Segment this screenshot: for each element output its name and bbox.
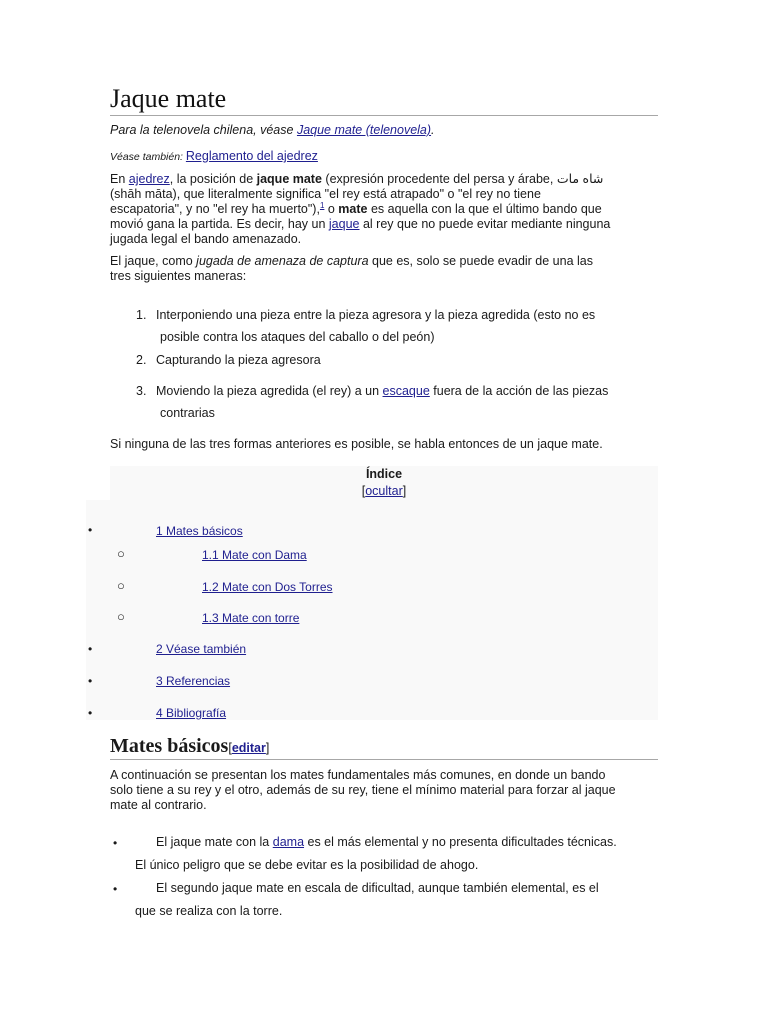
way-number: 2.	[136, 353, 147, 367]
section-heading	[110, 734, 658, 760]
dama-link[interactable]: dama	[272, 835, 305, 849]
torre-bullet-line-2: que se realiza con la torre.	[135, 904, 283, 918]
conclusion-paragraph: Si ninguna de las tres formas anteriores es posible, se habla entonces de un jaque mate.	[110, 437, 603, 451]
intro-line-4	[110, 217, 662, 232]
section-paragraph	[110, 768, 662, 813]
way-text: Moviendo la pieza agredida (el rey) a un	[156, 384, 383, 398]
toc-bracket: ]	[402, 484, 407, 498]
edit-bracket: ]	[265, 741, 270, 755]
jaque-italic: jugada de amenaza de captura	[196, 254, 369, 268]
dama-bullet-line-2: El único peligro que se debe evitar es la posibilidad de ahogo.	[135, 858, 479, 872]
way-text: Capturando la pieza agresora	[156, 353, 321, 367]
bullet-icon: •	[113, 836, 118, 850]
intro-paragraph	[110, 172, 662, 247]
mate-term: mate	[338, 202, 368, 216]
intro-text: escapatoria", y no "el rey ha muerto"),	[110, 202, 320, 216]
bullet-icon: •	[88, 706, 93, 720]
way-item-1	[136, 304, 595, 326]
way-item-2	[136, 349, 321, 371]
intro-text: es aquella con la que el último bando que	[367, 202, 602, 216]
escaque-link[interactable]: escaque	[382, 384, 430, 398]
bullet-text: El jaque mate con la	[156, 835, 273, 849]
see-also-note	[110, 148, 318, 165]
intro-text: al rey que no puede evitar mediante ninguna	[359, 217, 611, 231]
intro-text: En	[110, 172, 129, 186]
intro-line-2: (shāh māta), que literalmente significa "el rey está atrapado" o "el rey no tiene	[110, 187, 541, 201]
toc-title: Índice	[365, 467, 403, 481]
way-number: 1.	[136, 308, 147, 322]
intro-line-1	[110, 172, 662, 187]
reference-1-link[interactable]: 1	[319, 200, 325, 210]
toc-item-mate-torre[interactable]: 1.3 Mate con torre	[202, 611, 300, 625]
ajedrez-link[interactable]: ajedrez	[128, 172, 170, 186]
see-also-label: Véase también:	[110, 151, 186, 163]
toc-toggle	[110, 483, 658, 499]
toc-item-mates-basicos[interactable]: 1 Mates básicos	[156, 524, 243, 538]
intro-text: movió gana la partida. Es decir, hay un	[110, 217, 329, 231]
intro-text: , la posición de	[169, 172, 257, 186]
bullet-icon: •	[113, 882, 118, 896]
toc-bracket: [	[361, 484, 366, 498]
dama-bullet-line-1	[156, 831, 617, 853]
bullet-text: es el más elemental y no presenta dificultades técnicas.	[304, 835, 617, 849]
intro-text: o	[324, 202, 339, 216]
toc-item-mate-dos-torres[interactable]: 1.2 Mate con Dos Torres	[202, 580, 333, 594]
telenovela-link[interactable]: Jaque mate (telenovela)	[296, 123, 432, 137]
jaque-text: que es, solo se puede evadir de una las	[368, 254, 593, 268]
jaque-line-2: tres siguientes maneras:	[110, 269, 247, 283]
toc-item-referencias[interactable]: 3 Referencias	[156, 674, 231, 688]
jaque-paragraph	[110, 254, 662, 284]
reglamento-link[interactable]: Reglamento del ajedrez	[185, 149, 318, 163]
section-edit	[228, 741, 269, 755]
toc-item-mate-dama[interactable]: 1.1 Mate con Dama	[202, 548, 307, 562]
jaque-mate-term: jaque mate	[256, 172, 322, 186]
bullet-icon: •	[88, 674, 93, 688]
circle-bullet-icon: ○	[117, 609, 125, 624]
way-item-3-cont: contrarias	[160, 406, 215, 420]
edit-link[interactable]: editar	[231, 741, 266, 755]
intro-text: (expresión procedente del persa y árabe,	[321, 172, 557, 186]
bullet-icon: •	[88, 523, 93, 537]
toc-hide-link[interactable]: ocultar	[365, 484, 403, 498]
disambiguation-note	[110, 122, 435, 138]
jaque-line-1	[110, 254, 662, 269]
section-line-2: solo tiene a su rey y el otro, además de su rey, tiene el mínimo material para forzar al jaque	[110, 783, 616, 797]
section-line-3: mate al contrario.	[110, 798, 207, 812]
jaque-text: El jaque, como	[110, 254, 197, 268]
circle-bullet-icon: ○	[117, 578, 125, 593]
intro-line-5: jugada legal el bando amenazado.	[110, 232, 302, 246]
way-item-1-cont: posible contra los ataques del caballo o del peón)	[160, 330, 435, 344]
section-line-1: A continuación se presentan los mates fundamentales más comunes, en donde un bando	[110, 768, 606, 782]
arabic-term: شاه مات	[556, 172, 604, 186]
way-item-3	[136, 380, 608, 402]
toc-item-vease-tambien[interactable]: 2 Véase también	[156, 642, 247, 656]
circle-bullet-icon: ○	[117, 546, 125, 561]
section-title: Mates básicos	[110, 735, 229, 757]
intro-line-3	[110, 202, 662, 217]
page-title: Jaque mate	[110, 84, 658, 116]
way-text: Interponiendo una pieza entre la pieza agresora y la pieza agredida (esto no es	[156, 308, 596, 322]
toc-item-bibliografia[interactable]: 4 Bibliografía	[156, 706, 227, 720]
way-text: fuera de la acción de las piezas	[429, 384, 609, 398]
disambig-prefix: Para la telenovela chilena, véase	[110, 123, 297, 137]
way-number: 3.	[136, 384, 147, 398]
torre-bullet-line-1: El segundo jaque mate en escala de dificultad, aunque también elemental, es el	[156, 881, 599, 895]
bullet-icon: •	[88, 642, 93, 656]
edit-bracket: [	[228, 741, 232, 755]
disambig-suffix: .	[431, 123, 435, 137]
jaque-link[interactable]: jaque	[328, 217, 360, 231]
